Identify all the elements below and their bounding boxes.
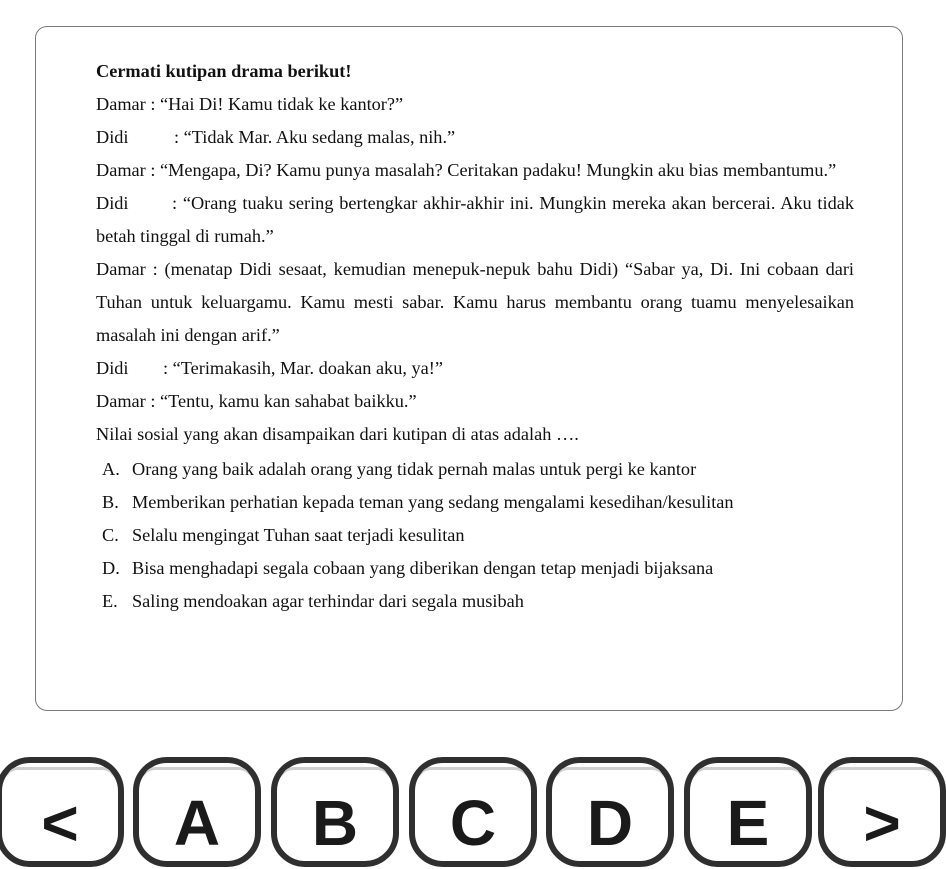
next-button[interactable]: > xyxy=(818,757,946,867)
dialogue-line xyxy=(96,253,854,352)
option-d xyxy=(96,552,854,585)
dialogue-speaker: Didi xyxy=(96,358,129,378)
dialogue-line xyxy=(96,187,854,253)
option-text: Selalu mengingat Tuhan saat terjadi kesulitan xyxy=(132,525,465,545)
question-instruction: Cermati kutipan drama berikut! xyxy=(96,61,352,81)
dialogue-line xyxy=(96,88,854,121)
option-letter: D. xyxy=(102,558,120,578)
dialogue-speaker: Damar xyxy=(96,94,146,114)
answer-bar xyxy=(0,757,940,859)
option-letter: A. xyxy=(102,459,120,479)
dialogue-text: : “Tentu, kamu kan sahabat baikku.” xyxy=(150,391,417,411)
dialogue-speaker: Damar xyxy=(96,160,146,180)
dialogue-speaker: Didi xyxy=(96,193,129,213)
option-c xyxy=(96,519,854,552)
dialogue-text: : “Tidak Mar. Aku sedang malas, nih.” xyxy=(174,127,456,147)
answer-a-button[interactable]: A xyxy=(133,757,261,867)
dialogue-text: : “Hai Di! Kamu tidak ke kantor?” xyxy=(150,94,404,114)
dialogue-speaker: Damar xyxy=(96,259,146,279)
dialogue-line xyxy=(96,352,854,385)
dialogue-text: : (menatap Didi sesaat, kemudian menepuk-nepuk bahu Didi) “Sabar ya, Di. Ini cobaan dari Tuhan untuk keluargamu. Kamu mesti sabar. Kamu harus membantu orang tuamu menyelesaikan masalah ini dengan arif.” xyxy=(96,259,854,345)
option-text: Memberikan perhatian kepada teman yang sedang mengalami kesedihan/kesulitan xyxy=(132,492,734,512)
option-letter: C. xyxy=(102,525,119,545)
dialogue-speaker: Damar xyxy=(96,391,146,411)
answer-d-button[interactable]: D xyxy=(546,757,674,867)
option-list xyxy=(96,453,854,618)
dialogue-text: : “Terimakasih, Mar. doakan aku, ya!” xyxy=(163,358,443,378)
answer-e-button[interactable]: E xyxy=(684,757,812,867)
option-letter: B. xyxy=(102,492,119,512)
dialogue-line xyxy=(96,121,854,154)
question-card xyxy=(35,26,903,711)
dialogue-speaker: Didi xyxy=(96,127,129,147)
question-prompt: Nilai sosial yang akan disampaikan dari kutipan di atas adalah …. xyxy=(96,424,579,444)
dialogue-line xyxy=(96,385,854,418)
option-b xyxy=(96,486,854,519)
option-e xyxy=(96,585,854,618)
option-text: Bisa menghadapi segala cobaan yang diberikan dengan tetap menjadi bijaksana xyxy=(132,558,714,578)
option-a xyxy=(96,453,854,486)
dialogue-text: : “Orang tuaku sering bertengkar akhir-akhir ini. Mungkin mereka akan bercerai. Aku tidak betah tinggal di rumah.” xyxy=(96,193,854,246)
prev-button[interactable]: < xyxy=(0,757,124,867)
answer-b-button[interactable]: B xyxy=(271,757,399,867)
option-text: Orang yang baik adalah orang yang tidak pernah malas untuk pergi ke kantor xyxy=(132,459,697,479)
dialogue-text: : “Mengapa, Di? Kamu punya masalah? Ceritakan padaku! Mungkin aku bias membantumu.” xyxy=(150,160,837,180)
answer-c-button[interactable]: C xyxy=(409,757,537,867)
option-letter: E. xyxy=(102,591,118,611)
dialogue-line xyxy=(96,154,854,187)
question-content xyxy=(96,55,854,618)
option-text: Saling mendoakan agar terhindar dari segala musibah xyxy=(132,591,524,611)
